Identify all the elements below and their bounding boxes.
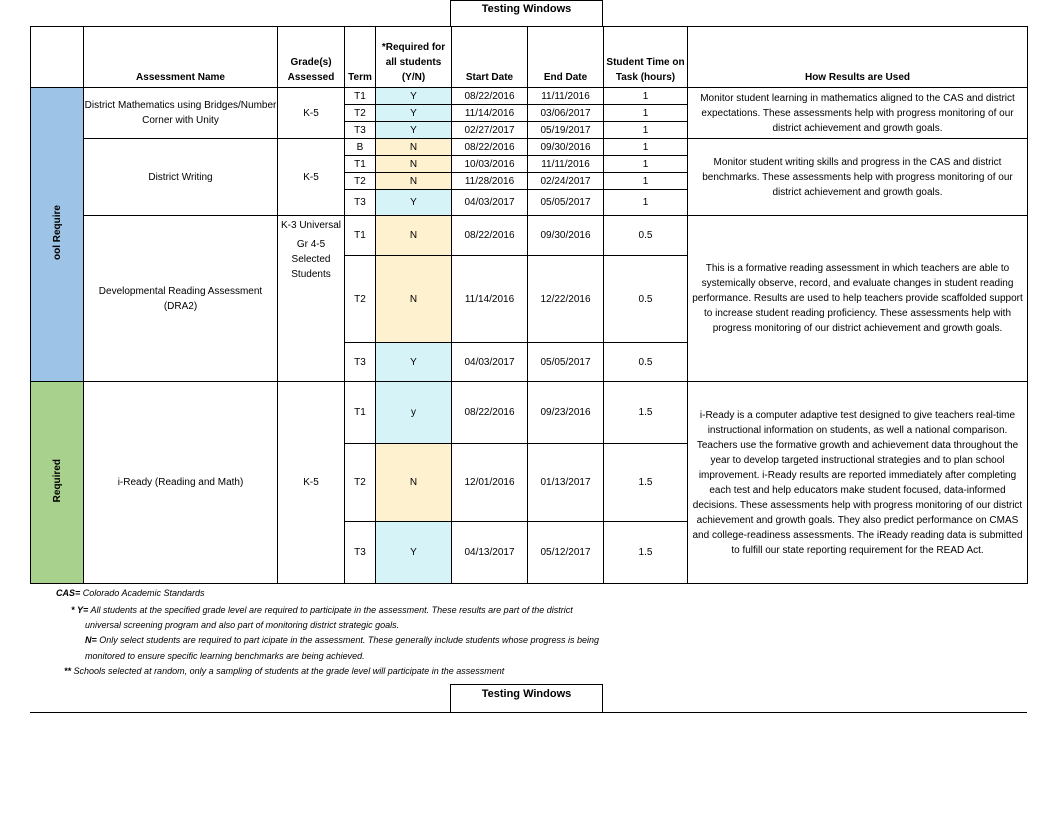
end-date-cell: 02/24/2017 xyxy=(528,173,604,190)
start-date-cell: 08/22/2016 xyxy=(452,216,528,256)
testing-windows-footer: Testing Windows xyxy=(450,684,603,713)
start-date-cell: 08/22/2016 xyxy=(452,382,528,444)
how-results-used-header: How Results are Used xyxy=(688,27,1028,88)
how-results-used: This is a formative reading assessment in which teachers are able to systemically observe, record, and evaluate changes in student reading performance. Results are used to help teachers provide scaffolded support to increase student reading proficiency. These assessments help with progress monitoring of our district achievement and growth goals. xyxy=(688,216,1028,382)
time-cell: 1 xyxy=(604,139,688,156)
term-cell: T3 xyxy=(345,343,376,382)
required-cell: Y xyxy=(376,122,452,139)
term-cell: T3 xyxy=(345,522,376,584)
time-cell: 1 xyxy=(604,156,688,173)
start-date-cell: 11/14/2016 xyxy=(452,105,528,122)
note-n-line2: monitored to ensure specific learning benchmarks are being achieved. xyxy=(85,651,365,661)
term-cell: T2 xyxy=(345,173,376,190)
start-date-header: Start Date xyxy=(452,27,528,88)
term-cell: T1 xyxy=(345,88,376,105)
table-row xyxy=(31,216,1028,256)
time-cell: 0.5 xyxy=(604,216,688,256)
end-date-header: End Date xyxy=(528,27,604,88)
note-y-line1: * Y= All students at the specified grade level are required to participate in the assessment. These results are part of the district xyxy=(71,605,573,615)
start-date-cell: 12/01/2016 xyxy=(452,444,528,522)
how-results-used: Monitor student writing skills and progress in the CAS and district benchmarks. These assessments help with progress monitoring of our district achievement and growth goals. xyxy=(688,139,1028,216)
end-date-cell: 11/11/2016 xyxy=(528,156,604,173)
note-n-line1: N= Only select students are required to part icipate in the assessment. These generally include students whose progress is being xyxy=(85,635,600,645)
required-cell: N xyxy=(376,256,452,343)
grades-assessed: K-5 xyxy=(278,88,345,139)
end-date-cell: 05/05/2017 xyxy=(528,190,604,216)
time-cell: 1 xyxy=(604,88,688,105)
grades-assessed: K-5 xyxy=(278,139,345,216)
note-y-line2: universal screening program and also part of monitoring district strategic goals. xyxy=(85,620,400,630)
term-header: Term xyxy=(345,27,376,88)
required-cell: N xyxy=(376,139,452,156)
end-date-cell: 09/23/2016 xyxy=(528,382,604,444)
time-cell: 1.5 xyxy=(604,522,688,584)
end-date-cell: 09/30/2016 xyxy=(528,139,604,156)
required-cell: Y xyxy=(376,522,452,584)
table-row xyxy=(31,382,1028,444)
time-cell: 1.5 xyxy=(604,444,688,522)
start-date-cell: 10/03/2016 xyxy=(452,156,528,173)
required-header: *Required for all students (Y/N) xyxy=(376,27,452,88)
category-header xyxy=(31,27,84,88)
term-cell: T3 xyxy=(345,190,376,216)
assessment-name: Developmental Reading Assessment (DRA2) xyxy=(84,216,278,382)
grades-line-universal: K-3 Universal xyxy=(280,220,342,231)
end-date-cell: 05/12/2017 xyxy=(528,522,604,584)
table-row xyxy=(31,139,1028,156)
time-cell: 1.5 xyxy=(604,382,688,444)
required-cell: N xyxy=(376,444,452,522)
testing-windows-header: Testing Windows xyxy=(450,0,603,27)
required-cell: Y xyxy=(376,190,452,216)
grades-header: Grade(s) Assessed xyxy=(278,27,345,88)
how-results-used: i-Ready is a computer adaptive test designed to give teachers real-time instructional information on students, as well a national comparison. Teachers use the formative growth and achievement data throughout the year to develop targeted instructional strategies and to plan school improvement. i-Ready results are reported immediately after completing each test and help educators make student focused, data-informed decisions. These assessments help with progress monitoring of our district achievement and growth goals. They also predict performance on CMAS and college-readiness assessments. The iReady reading data is submitted to fulfill our state reporting requirement for the READ Act. xyxy=(688,382,1028,584)
term-cell: T1 xyxy=(345,216,376,256)
start-date-cell: 08/22/2016 xyxy=(452,88,528,105)
how-results-used: Monitor student learning in mathematics aligned to the CAS and district expectations. These assessments help with progress monitoring of our district achievement and growth goals. xyxy=(688,88,1028,139)
end-date-cell: 11/11/2016 xyxy=(528,88,604,105)
time-cell: 0.5 xyxy=(604,256,688,343)
assessment-name: District Writing xyxy=(84,139,278,216)
end-date-cell: 09/30/2016 xyxy=(528,216,604,256)
start-date-cell: 02/27/2017 xyxy=(452,122,528,139)
time-cell: 1 xyxy=(604,105,688,122)
table-row xyxy=(31,88,1028,105)
term-cell: T3 xyxy=(345,122,376,139)
required-cell: N xyxy=(376,173,452,190)
end-date-cell: 03/06/2017 xyxy=(528,105,604,122)
start-date-cell: 04/03/2017 xyxy=(452,190,528,216)
assessment-name: District Mathematics using Bridges/Number Corner with Unity xyxy=(84,88,278,139)
end-date-cell: 01/13/2017 xyxy=(528,444,604,522)
end-date-cell: 05/05/2017 xyxy=(528,343,604,382)
required-cell: N xyxy=(376,216,452,256)
required-cell: Y xyxy=(376,343,452,382)
term-cell: T1 xyxy=(345,156,376,173)
term-cell: T2 xyxy=(345,256,376,343)
time-cell: 1 xyxy=(604,122,688,139)
divider xyxy=(30,712,1027,713)
end-date-cell: 05/19/2017 xyxy=(528,122,604,139)
note-cas: CAS= Colorado Academic Standards xyxy=(56,588,205,598)
start-date-cell: 04/03/2017 xyxy=(452,343,528,382)
required-cell: Y xyxy=(376,105,452,122)
end-date-cell: 12/22/2016 xyxy=(528,256,604,343)
assessment-name: i-Ready (Reading and Math) xyxy=(84,382,278,584)
start-date-cell: 11/14/2016 xyxy=(452,256,528,343)
time-cell: 1 xyxy=(604,173,688,190)
time-cell: 1 xyxy=(604,190,688,216)
term-cell: T1 xyxy=(345,382,376,444)
required-cell: N xyxy=(376,156,452,173)
grades-assessed: K-5 xyxy=(278,382,345,584)
term-cell: B xyxy=(345,139,376,156)
time-cell: 0.5 xyxy=(604,343,688,382)
grades-line-selected: Gr 4-5 Selected Students xyxy=(291,239,331,280)
required-cell: y xyxy=(376,382,452,444)
assessment-name-header: Assessment Name xyxy=(84,27,278,88)
grades-assessed xyxy=(278,216,345,382)
time-on-task-header: Student Time on Task (hours) xyxy=(604,27,688,88)
term-cell: T2 xyxy=(345,444,376,522)
start-date-cell: 08/22/2016 xyxy=(452,139,528,156)
required-cell: Y xyxy=(376,88,452,105)
category-required: Required xyxy=(31,382,84,584)
term-cell: T2 xyxy=(345,105,376,122)
assessment-table xyxy=(30,26,1028,584)
note-double-star: ** Schools selected at random, only a sampling of students at the grade level will participate in the assessment xyxy=(64,666,505,676)
start-date-cell: 11/28/2016 xyxy=(452,173,528,190)
header-row xyxy=(31,27,1028,88)
start-date-cell: 04/13/2017 xyxy=(452,522,528,584)
category-school-required: ool Require xyxy=(31,88,84,382)
